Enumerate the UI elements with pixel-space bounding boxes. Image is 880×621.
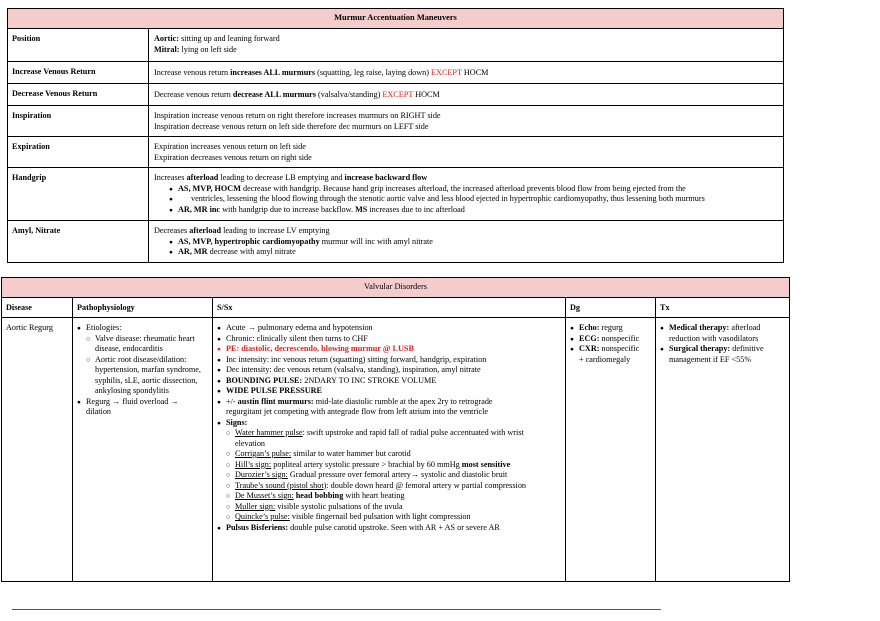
hill-most-sensitive: most sensitive: [461, 459, 511, 469]
valvular-table-title: Valvular Disorders: [2, 278, 790, 298]
medical-therapy-label: Medical therapy:: [669, 323, 730, 332]
list-item: [77, 355, 209, 366]
handgrip-bullet-2-bold: AR, MR inc: [178, 204, 221, 214]
musset-text: with heart beating: [343, 491, 405, 500]
list-item: [660, 344, 786, 355]
aortic-root-text-4: ankylosing spondylitis: [95, 386, 169, 395]
medical-therapy-text: afterload: [729, 323, 761, 332]
muller-label: Muller sign:: [235, 501, 276, 511]
dec-venous-content: [149, 84, 784, 106]
handgrip-text-2: leading to decrease LB emptying and: [218, 173, 345, 182]
table-row: [8, 84, 784, 106]
inc-venous-text: Increase venous return: [154, 68, 231, 77]
medical-therapy-text-2: reduction with vasodilators: [669, 333, 759, 343]
water-hammer-label: Water hammer pulse: [235, 428, 303, 437]
cxr-text-2: + cardiomegaly: [579, 354, 631, 364]
handgrip-content: [149, 168, 784, 221]
list-item: [217, 512, 562, 523]
handgrip-bullet-1-text-2: ventricles, lessening the blood flowing through the stenotic aortic valve and less blood ejected in hypertrophic cardiomyopathy, thus lessening both murmurs: [191, 194, 705, 203]
bounding-pulse-text: 2NDARY TO INC STROKE VOLUME: [304, 375, 437, 385]
inc-venous-maneuvers: (squatting, leg raise, laying down): [317, 68, 432, 77]
traube-label: Traube’s sound (pistol shot): [235, 480, 327, 490]
list-item: [660, 323, 786, 334]
column-header-disease: Disease: [2, 298, 73, 318]
handgrip-bullet-2-text: with handgrip due to increase backflow.: [220, 204, 356, 214]
cxr-text: nonspecific: [599, 344, 640, 353]
echo-label: Echo:: [579, 323, 600, 332]
valve-disease-text: Valve disease: rheumatic heart: [95, 333, 195, 343]
murmur-maneuvers-table: [7, 8, 784, 263]
valvular-disorders-table: [1, 277, 790, 582]
aortic-label: Aortic:: [154, 34, 180, 43]
aortic-root-text-3: syphilis, sLE, aortic dissection,: [95, 375, 198, 385]
table-row: [8, 62, 784, 84]
row-label-expiration: Expiration: [8, 137, 149, 168]
list-item: [154, 237, 783, 248]
row-label-position: Position: [8, 29, 149, 62]
row-label-dec-venous: Decrease Venous Return: [8, 84, 149, 106]
aortic-root-text: Aortic root disease/dilation:: [95, 354, 187, 364]
list-item: [217, 376, 562, 387]
footer-divider: [12, 609, 661, 610]
ecg-label: ECG:: [579, 333, 600, 343]
surgical-therapy-text-2: management if EF <55%: [669, 354, 752, 364]
list-item: [217, 460, 562, 471]
position-content: [149, 29, 784, 62]
handgrip-text: Increases: [154, 173, 187, 182]
mitral-text: lying on left side: [179, 44, 237, 54]
austin-flint-text: mid-late diastolic rumble at the apex 2ry to retrograde: [313, 396, 493, 406]
row-label-amyl: Amyl, Nitrate: [8, 221, 149, 263]
row-label-handgrip: Handgrip: [8, 168, 149, 221]
patho-cell: [73, 318, 213, 582]
inspiration-content: [149, 106, 784, 137]
list-item: [217, 470, 562, 481]
row-label-inc-venous: Increase Venous Return: [8, 62, 149, 84]
inc-venous-except: EXCEPT: [431, 68, 462, 77]
ecg-text: nonspecific: [599, 333, 640, 343]
austin-flint-text-2: regurgitant jet competing with antegrade flow from left atrium into the ventricle: [226, 407, 488, 416]
list-item: [217, 386, 562, 397]
list-item: [77, 334, 209, 345]
table-row: [8, 106, 784, 137]
wide-pulse-pressure: WIDE PULSE PRESSURE: [226, 386, 322, 395]
dec-venous-text: Decrease venous return: [154, 90, 233, 99]
bisferiens-label: Pulsus Bisferiens:: [226, 522, 289, 532]
list-item: [154, 205, 783, 216]
list-item: ● Inc intensity: inc venous return (squatting) sitting forward, handgrip, expiration: [217, 355, 562, 366]
valve-disease-text-2: disease, endocarditis: [95, 344, 163, 353]
column-header-dg: Dg: [566, 298, 656, 318]
table-header-row: [2, 298, 790, 318]
handgrip-bullet-1-text: decrease with handgrip. Because hand grip increases afterload, the increased afterload prevents blood flow from being ejected from the: [240, 183, 686, 193]
handgrip-bullet-1-bold: AS, MVP, HOCM: [178, 183, 241, 193]
amyl-afterload: afterload: [189, 226, 222, 235]
amyl-bullet-2-text: decrease with amyl nitrate: [207, 247, 296, 256]
murmur-table-title: Murmur Accentuation Maneuvers: [8, 9, 784, 29]
echo-text: regurg: [599, 323, 623, 332]
austin-flint-label: austin flint murmurs:: [237, 396, 314, 406]
inspiration-line-2: Inspiration decrease venous return on left side therefore dec murmurs on LEFT side: [154, 121, 429, 131]
list-item: ● Acute → pulmonary edema and hypotension: [217, 323, 562, 334]
corrigan-label: Corrigan’s pulse:: [235, 449, 292, 458]
list-item-continuation: [154, 194, 783, 205]
regurg-text: Regurg → fluid overload →: [86, 396, 179, 406]
cxr-label: CXR:: [579, 344, 600, 353]
expiration-line-1: Expiration increases venous return on left side: [154, 142, 306, 151]
inc-venous-hocm: HOCM: [461, 68, 489, 77]
list-item: [570, 344, 652, 355]
list-item: [77, 397, 209, 408]
handgrip-bullet-2-ms: MS: [355, 204, 368, 214]
table-row: [8, 29, 784, 62]
amyl-bullet-1-text: murmur will inc with amyl nitrate: [319, 236, 433, 246]
dec-venous-except: EXCEPT: [382, 90, 414, 99]
traube-text: : double down heard @ femoral artery w partial compression: [326, 480, 527, 490]
list-item: ● PE: diastolic, decrescendo, blowing murmur @ LUSB: [217, 344, 562, 355]
handgrip-bullet-2-text-2: increases due to inc afterload: [367, 204, 465, 214]
signs-label: Signs:: [226, 417, 248, 427]
regurg-text-2: dilation: [86, 407, 112, 416]
list-item: [570, 323, 652, 334]
expiration-line-2: Expiration decreases venous return on right side: [154, 152, 312, 162]
list-item: [154, 247, 783, 258]
amyl-bullet-1-bold: AS, MVP, hypertrophic cardiomyopathy: [178, 236, 320, 246]
list-item: ● Chronic: clinically silent then turns to CHF: [217, 334, 562, 345]
corrigan-text: similar to water hammer but carotid: [291, 449, 411, 458]
column-header-patho: Pathophysiology: [73, 298, 213, 318]
amyl-content: [149, 221, 784, 263]
handgrip-afterload: afterload: [186, 173, 219, 182]
list-item: [217, 428, 562, 439]
durozier-text: Gradual pressure over femoral artery→ systolic and diastolic bruit: [287, 470, 508, 479]
amyl-bullet-2-bold: AR, MR: [178, 247, 208, 256]
surgical-therapy-text: definitive: [730, 344, 764, 353]
ssx-cell: [213, 318, 566, 582]
list-item: [217, 449, 562, 460]
dg-cell: [566, 318, 656, 582]
amyl-text-2: leading to increase LV emptying: [221, 226, 330, 235]
durozier-label: Durozier’s sign:: [235, 470, 288, 479]
list-item: [217, 481, 562, 492]
austin-prefix: +/-: [226, 396, 238, 406]
inspiration-line-1: Inspiration increase venous return on right therefore increases murmurs on RIGHT side: [154, 111, 441, 120]
table-row: [2, 318, 790, 582]
column-header-tx: Tx: [656, 298, 790, 318]
list-item: ● Etiologies:: [77, 323, 209, 334]
water-hammer-text: : swift upstroke and rapid fall of radial pulse accentuated with wrist: [302, 428, 524, 437]
mitral-label: Mitral:: [154, 44, 180, 54]
quincke-text: visible fingernail bed pulsation with light compression: [289, 512, 471, 521]
dec-venous-bold: decrease ALL murmurs: [232, 90, 319, 99]
water-hammer-text-2: elevation: [235, 438, 266, 448]
list-item: ● Dec intensity: dec venous return (valsalva, standing), inspiration, amyl nitrate: [217, 365, 562, 376]
list-item: [217, 523, 562, 534]
bounding-pulse-label: BOUNDING PULSE:: [226, 375, 305, 385]
musset-label: De Musset’s sign:: [235, 491, 294, 500]
list-item: [217, 502, 562, 513]
column-header-ssx: S/Sx: [213, 298, 566, 318]
table-row: [8, 168, 784, 221]
dec-venous-maneuvers: (valsalva/standing): [318, 90, 383, 99]
list-item: [217, 491, 562, 502]
musset-head-bobbing: head bobbing: [293, 491, 344, 500]
inc-venous-bold: increases ALL murmurs: [230, 68, 318, 77]
expiration-content: [149, 137, 784, 168]
list-item: [217, 397, 562, 408]
bisferiens-text: double pulse carotid upstroke. Seen with AR + AS or severe AR: [288, 522, 500, 532]
dec-venous-hocm: HOCM: [413, 90, 440, 99]
tx-cell: [656, 318, 790, 582]
amyl-text: Decreases: [154, 226, 190, 235]
table-row: [8, 137, 784, 168]
muller-text: visible systolic pulsations of the uvula: [275, 501, 403, 511]
disease-cell: Aortic Regurg: [2, 318, 73, 582]
handgrip-backflow: increase backward flow: [344, 173, 428, 182]
list-item: [154, 184, 783, 195]
aortic-text: sitting up and leaning forward: [179, 34, 280, 43]
hill-label: Hill’s sign:: [235, 459, 272, 469]
table-row: [8, 221, 784, 263]
aortic-root-text-2: hypertension, marfan syndrome,: [95, 365, 201, 374]
quincke-label: Quincke’s pulse:: [235, 512, 290, 521]
list-item: [570, 334, 652, 345]
inc-venous-content: [149, 62, 784, 84]
row-label-inspiration: Inspiration: [8, 106, 149, 137]
list-item: [217, 418, 562, 429]
surgical-therapy-label: Surgical therapy:: [669, 344, 731, 353]
hill-text: popliteal artery systolic pressure > brachial by 60 mmHg: [271, 459, 462, 469]
